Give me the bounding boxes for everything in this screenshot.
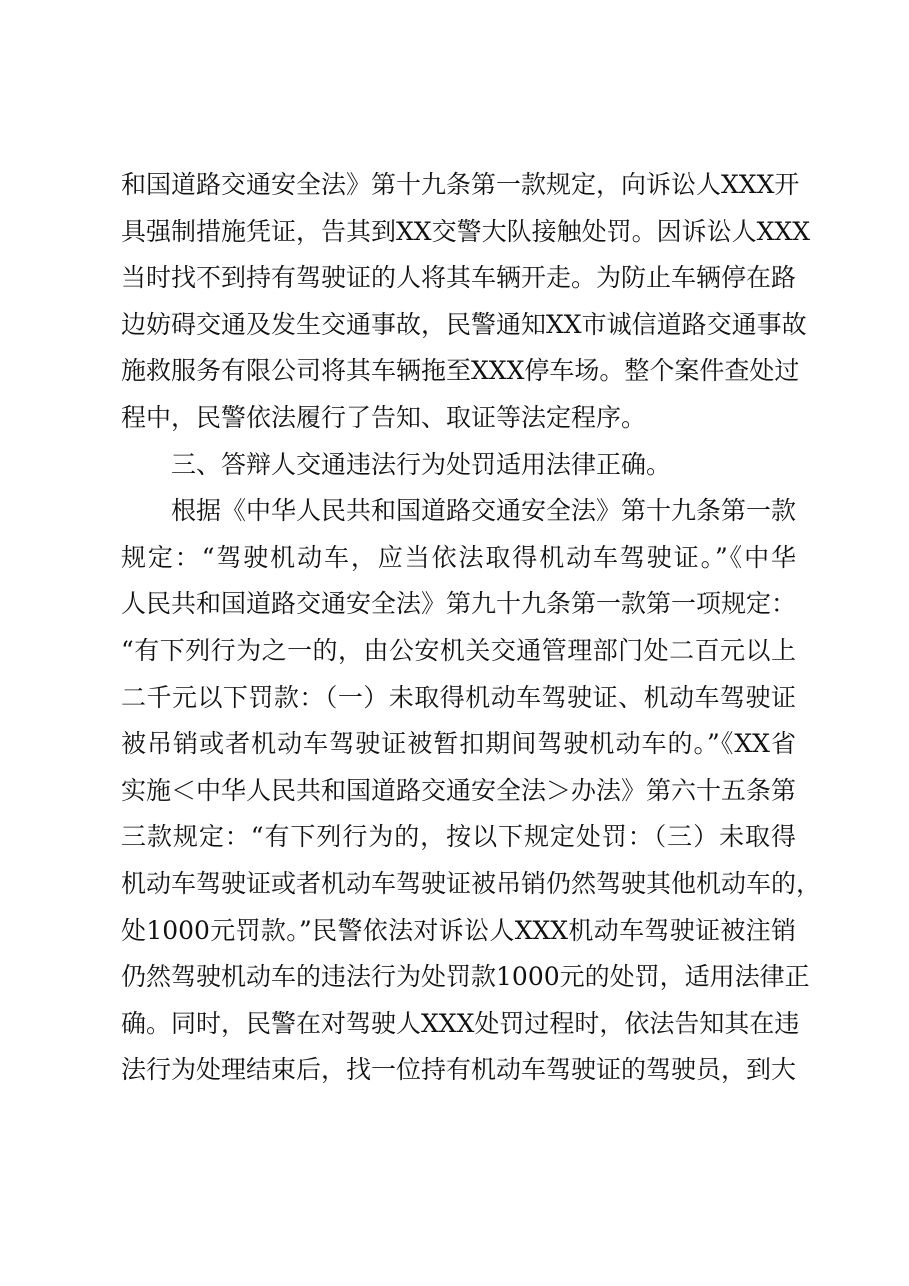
text-line: 法行为处理结束后，找一位持有机动车驾驶证的驾驶员，到大	[121, 1055, 797, 1085]
text-line: 具强制措施凭证，告其到XX交警大队接触处罚。因诉讼人XXX	[121, 216, 810, 246]
text-line: 仍然驾驶机动车的违法行为处罚款1000元的处罚，适用法律正	[121, 962, 810, 992]
text-line: 二千元以下罚款：（一）未取得机动车驾驶证、机动车驾驶证	[121, 682, 796, 712]
text-line: 边妨碍交通及发生交通事故，民警通知XX市诚信道路交通事故	[121, 309, 807, 339]
body-text	[121, 162, 822, 1094]
text-line: 施救服务有限公司将其车辆拖至XXX停车场。整个案件查处过	[121, 356, 800, 386]
text-line: 三款规定：“有下列行为的，按以下规定处罚：（三）未取得	[121, 822, 796, 852]
text-line: 当时找不到持有驾驶证的人将其车辆开走。为防止车辆停在路	[121, 263, 797, 293]
text-line: 根据《中华人民共和国道路交通安全法》第十九条第一款	[171, 496, 797, 526]
text-line: 三、答辩人交通违法行为处罚适用法律正确。	[171, 449, 672, 479]
text-line: 机动车驾驶证或者机动车驾驶证被吊销仍然驾驶其他机动车的，	[121, 868, 822, 898]
text-line: 和国道路交通安全法》第十九条第一款规定，向诉讼人XXX开	[121, 170, 800, 199]
text-line: 规定：“驾驶机动车，应当依法取得机动车驾驶证。”《中华	[121, 542, 796, 572]
text-line: 处1000元罚款。”民警依法对诉讼人XXX机动车驾驶证被注销	[121, 915, 796, 945]
text-line: 程中，民警依法履行了告知、取证等法定程序。	[121, 402, 647, 432]
text-line: “有下列行为之一的，由公安机关交通管理部门处二百元以上	[121, 635, 796, 665]
text-line: 确。同时，民警在对驾驶人XXX处罚过程时，依法告知其在违	[121, 1008, 800, 1038]
text-line: 被吊销或者机动车驾驶证被暂扣期间驾驶机动车的。”《XX省	[121, 729, 796, 759]
text-line: 人民共和国道路交通安全法》第九十九条第一款第一项规定：	[121, 589, 797, 619]
text-line: 实施＜中华人民共和国道路交通安全法＞办法》第六十五条第	[121, 775, 797, 805]
